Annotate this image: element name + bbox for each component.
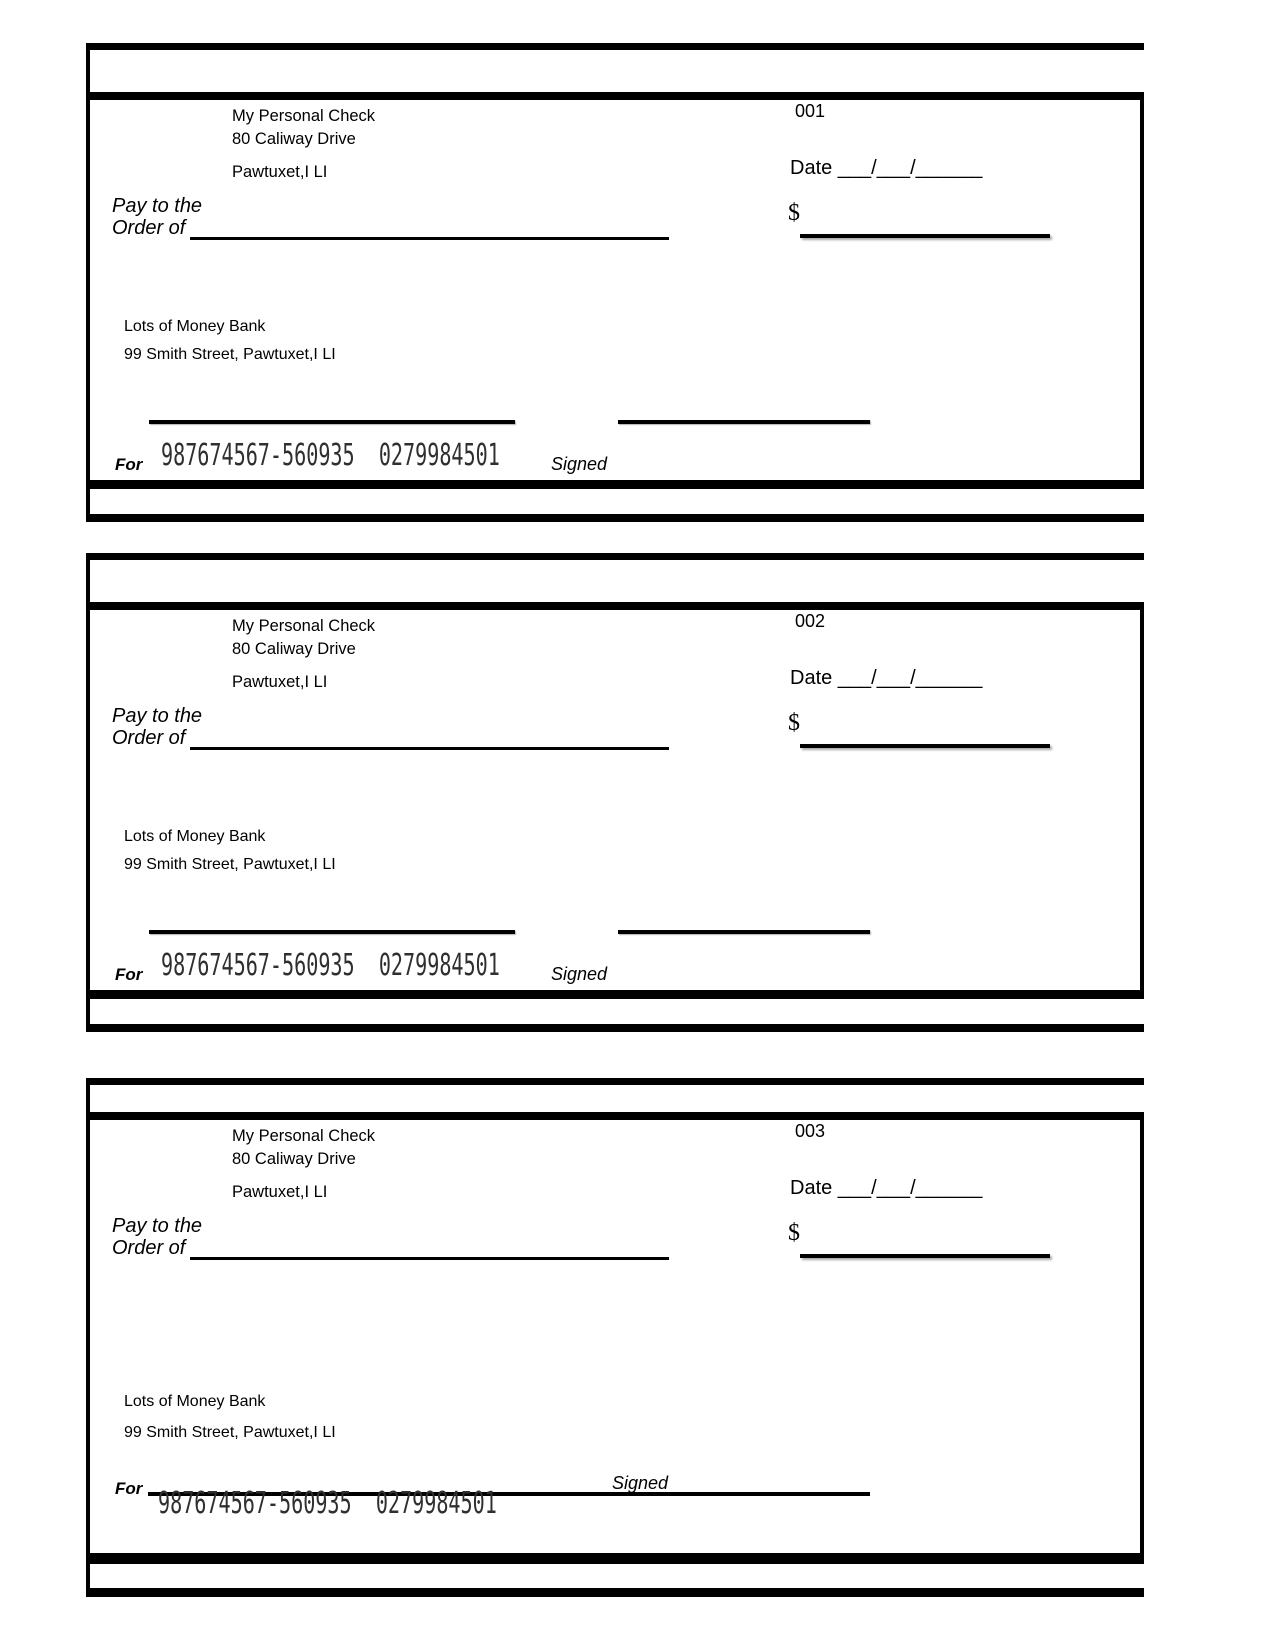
check-outer-bottom-border (86, 1024, 1144, 1032)
check-outer-bottom-border (86, 1588, 1144, 1597)
order-of-label: Order of (112, 217, 186, 239)
check-inner-bottom-border (86, 1553, 1144, 1564)
order-of-label: Order of (112, 727, 186, 749)
check-right-border (1140, 92, 1144, 489)
bank-address: 99 Smith Street, Pawtuxet,I LI (124, 856, 336, 873)
date-blank-line: ___/___/______ (832, 1177, 983, 1199)
for-label: For (115, 455, 143, 474)
check-outer-top-border (86, 1078, 1144, 1085)
check (86, 1078, 1144, 1597)
date-label: Date (790, 667, 833, 689)
signed-label: Signed (551, 964, 608, 984)
payer-address-line2: Pawtuxet,I LI (232, 673, 328, 691)
for-label: For (115, 1479, 143, 1498)
memo-blank-line (149, 420, 515, 424)
amount-blank-line (800, 744, 1050, 748)
pay-to-the-label: Pay to the (112, 195, 203, 217)
order-of-label: Order of (112, 1237, 186, 1259)
check (86, 43, 1144, 522)
pay-to-the-label: Pay to the (112, 705, 203, 727)
signature-blank-line (618, 930, 870, 934)
pay-to-the-label: Pay to the (112, 1215, 203, 1237)
date-row (790, 157, 982, 180)
payee-blank-line (190, 237, 669, 240)
for-label: For (115, 965, 143, 984)
check-inner-top-border (86, 92, 1144, 100)
check-outer-bottom-border (86, 514, 1144, 522)
signature-blank-line (618, 420, 870, 424)
check-left-border (86, 43, 90, 522)
date-row (790, 1177, 982, 1200)
payee-blank-line (190, 747, 669, 750)
memo-blank-line (149, 930, 515, 934)
check-inner-bottom-border (86, 480, 1144, 489)
check-number: 003 (795, 1121, 826, 1141)
check-number: 001 (795, 101, 826, 121)
date-label: Date (790, 1177, 833, 1199)
payer-address-line1: 80 Caliway Drive (232, 640, 356, 658)
check-left-border (86, 553, 90, 1032)
signed-label: Signed (551, 454, 608, 474)
bank-name: Lots of Money Bank (124, 828, 266, 845)
bank-address: 99 Smith Street, Pawtuxet,I LI (124, 346, 336, 363)
payer-address-line1: 80 Caliway Drive (232, 1150, 356, 1168)
amount-blank-line (800, 234, 1050, 238)
micr-routing-account-number: 987674567-560935 0279984501 (158, 1486, 497, 1521)
check-inner-top-border (86, 602, 1144, 610)
date-label: Date (790, 157, 833, 179)
payer-name: My Personal Check (232, 107, 376, 125)
amount-blank-line (800, 1254, 1050, 1258)
payer-address-line1: 80 Caliway Drive (232, 130, 356, 148)
dollar-sign: $ (788, 1220, 800, 1246)
payee-blank-line (190, 1257, 669, 1260)
micr-routing-account-number: 987674567-560935 0279984501 (161, 438, 500, 473)
bank-name: Lots of Money Bank (124, 318, 266, 335)
check-outer-top-border (86, 43, 1144, 50)
date-row (790, 667, 982, 690)
payer-address-line2: Pawtuxet,I LI (232, 163, 328, 181)
payer-address-line2: Pawtuxet,I LI (232, 1183, 328, 1201)
payer-name: My Personal Check (232, 1127, 376, 1145)
check-outer-top-border (86, 553, 1144, 560)
check-inner-bottom-border (86, 990, 1144, 999)
signed-label: Signed (612, 1473, 669, 1493)
dollar-sign: $ (788, 200, 800, 226)
dollar-sign: $ (788, 710, 800, 736)
payer-name: My Personal Check (232, 617, 376, 635)
bank-name: Lots of Money Bank (124, 1393, 266, 1410)
check-left-border (86, 1078, 90, 1597)
check-number: 002 (795, 611, 826, 631)
date-blank-line: ___/___/______ (832, 667, 983, 689)
bank-address: 99 Smith Street, Pawtuxet,I LI (124, 1424, 336, 1441)
micr-routing-account-number: 987674567-560935 0279984501 (161, 948, 500, 983)
check-inner-top-border (86, 1112, 1144, 1120)
check (86, 553, 1144, 1032)
check-right-border (1140, 1112, 1144, 1564)
date-blank-line: ___/___/______ (832, 157, 983, 179)
check-right-border (1140, 602, 1144, 999)
